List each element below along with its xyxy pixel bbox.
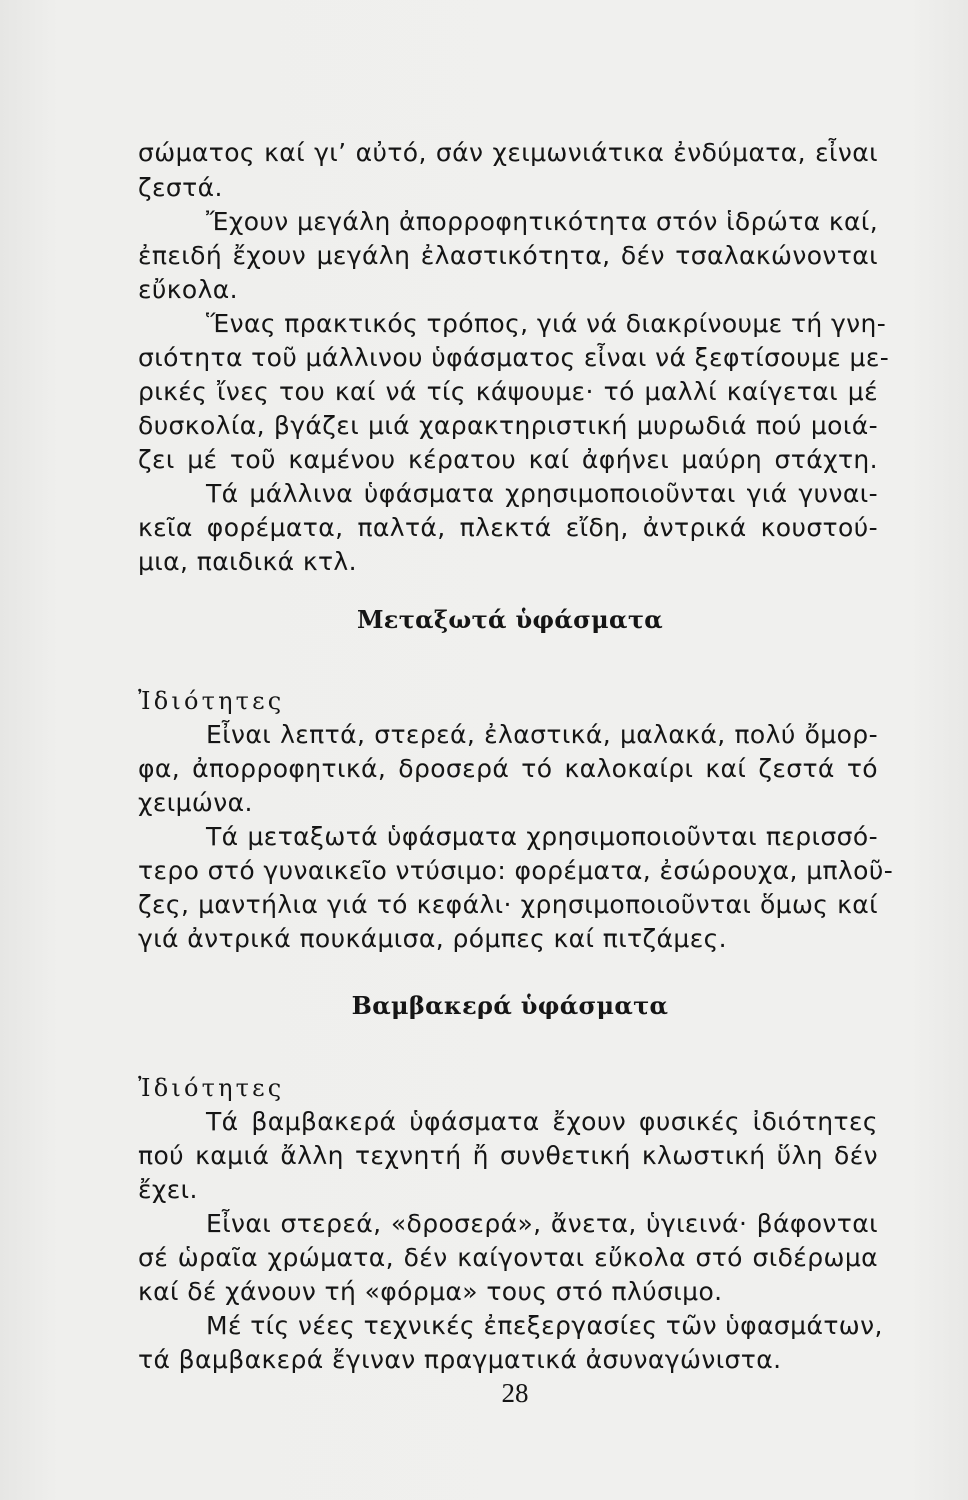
text-line: πού καμιά ἄλλη τεχνητή ἤ συνθετική κλωστική ὕλη δέν [138,1141,878,1170]
subheading-properties: Ἰδιότητες [138,1074,285,1102]
text-line: μια, παιδικά κτλ. [138,547,357,576]
text-line: σέ ὡραῖα χρώματα, δέν καίγονται εὔκολα στό σιδέρωμα [138,1243,878,1272]
text-line: εὔκολα. [138,275,239,304]
text-line: δυσκολία, βγάζει μιά χαρακτηριστική μυρωδιά πού μοιά- [138,411,878,440]
text-line: ἔχει. [138,1175,198,1204]
text-line: Εἶναι λεπτά, στερεά, ἐλαστικά, μαλακά, πολύ ὄμορ- [206,720,878,749]
text-line: Ἕνας πρακτικός τρόπος, γιά νά διακρίνουμε τή γνη- [206,309,887,338]
text-line: ζεστά. [138,173,223,202]
text-line: ἐπειδή ἔχουν μεγάλη ἐλαστικότητα, δέν τσαλακώνονται [138,241,878,270]
text-line: Εἶναι στερεά, «δροσερά», ἄνετα, ὑγιεινά· βάφονται [206,1209,878,1238]
text-line: φα, ἀπορροφητικά, δροσερά τό καλοκαίρι καί ζεστά τό [138,754,878,783]
text-line: ζες, μαντήλια γιά τό κεφάλι· χρησιμοποιοῦνται ὅμως καί [138,890,878,919]
section-heading-silk: Μεταξωτά ὑφάσματα [356,605,664,634]
text-line: σώματος καί γι’ αὐτό, σάν χειμωνιάτικα ἐνδύματα, εἶναι [138,138,878,167]
text-line: ζει μέ τοῦ καμένου κέρατου καί ἀφήνει μαύρη στάχτη. [138,445,878,474]
text-line: σιότητα τοῦ μάλλινου ὑφάσματος εἶναι νά ξεφτίσουμε με- [138,343,890,372]
text-line: Τά βαμβακερά ὑφάσματα ἔχουν φυσικές ἰδιότητες [206,1107,878,1136]
text-line: χειμώνα. [138,788,253,817]
text-line: Μέ τίς νέες τεχνικές ἐπεξεργασίες τῶν ὑφασμάτων, [206,1311,883,1340]
text-line: Τά μάλλινα ὑφάσματα χρησιμοποιοῦνται γιά γυναι- [206,479,878,508]
text-line: τερο στό γυναικεῖο ντύσιμο: φορέματα, ἐσώρουχα, μπλοῦ- [138,856,894,885]
text-line: ρικές ἴνες του καί νά τίς κάψουμε· τό μαλλί καίγεται μέ [138,377,878,406]
text-line: Ἔχουν μεγάλη ἀπορροφητικότητα στόν ἱδρώτα καί, [206,207,879,236]
text-line: τά βαμβακερά ἔγιναν πραγματικά ἀσυναγώνιστα. [138,1345,782,1374]
subheading-properties: Ἰδιότητες [138,687,285,715]
text-line: κεῖα φορέματα, παλτά, πλεκτά εἴδη, ἀντρικά κουστού- [138,513,878,542]
text-line: καί δέ χάνουν τή «φόρμα» τους στό πλύσιμο. [138,1277,723,1306]
text-line: Τά μεταξωτά ὑφάσματα χρησιμοποιοῦνται περισσό- [206,822,878,851]
text-line: γιά ἀντρικά πουκάμισα, ρόμπες καί πιτζάμες. [138,924,728,953]
page-number: 28 [501,1378,529,1408]
section-heading-cotton: Βαμβακερά ὑφάσματα [351,991,669,1020]
